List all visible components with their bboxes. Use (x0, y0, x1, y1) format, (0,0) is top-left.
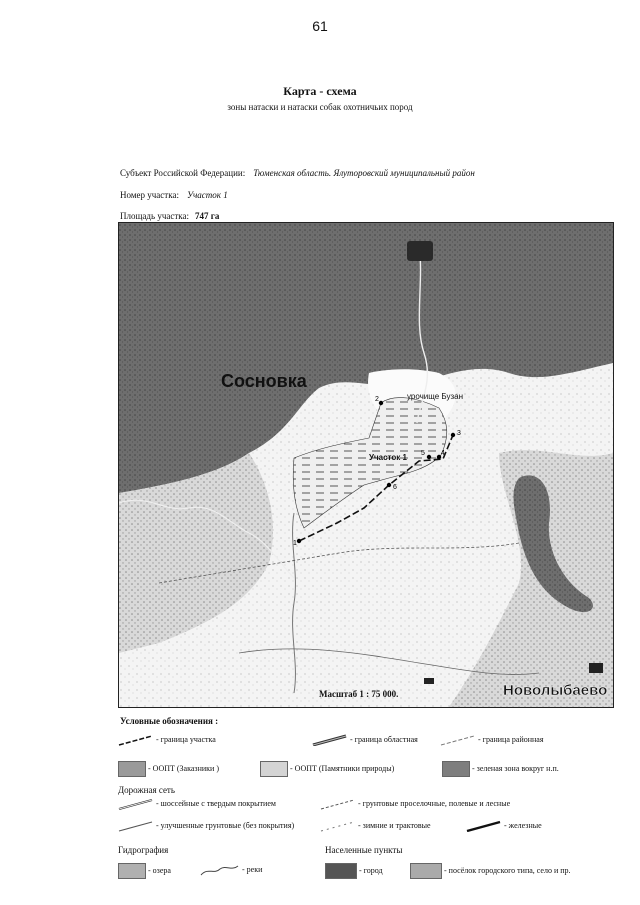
legend-swatch (118, 863, 146, 879)
legend-highways (118, 798, 276, 810)
legend-lakes (118, 863, 171, 879)
legend-text: - город (359, 865, 383, 875)
label-sosnovka: Сосновка (221, 371, 307, 391)
legend-line-icon (320, 798, 356, 810)
legend-text: - зеленая зона вокруг н.п. (472, 763, 559, 773)
point-marker (427, 455, 431, 459)
page-number: 61 (312, 18, 328, 34)
legend-line-icon (320, 820, 356, 832)
legend-line-icon (312, 734, 348, 746)
legend-line-icon (466, 820, 502, 832)
legend-text: - ООПТ (Заказники ) (148, 763, 219, 773)
legend-line-icon (440, 734, 476, 746)
legend-oopt-monument (260, 761, 394, 777)
legend-text: - граница районная (478, 734, 544, 744)
legend-heading: Условные обозначения : (120, 716, 219, 726)
label-novolybaevo: Новолыбаево (503, 682, 608, 699)
point-label: 5 (421, 450, 425, 457)
legend-text: - железные (504, 820, 542, 830)
plot-label: Номер участка: (120, 190, 179, 200)
subject-label: Субъект Российской Федерации: (120, 168, 246, 178)
point-marker (451, 433, 455, 437)
page-title: Карта - схема (283, 84, 357, 98)
legend-rivers (200, 863, 262, 877)
area-value: 747 га (195, 211, 220, 221)
legend-improved-dirt (118, 820, 294, 832)
plot-row (120, 190, 228, 200)
legend-river-icon (200, 863, 240, 877)
area-row (120, 211, 219, 221)
legend-boundary-plot (118, 734, 216, 746)
legend-village (410, 863, 571, 879)
legend-line-icon (118, 820, 154, 832)
scale-label: Масштаб 1 : 75 000. (319, 689, 399, 699)
legend-text: - реки (242, 864, 263, 874)
point-label: 2 (375, 396, 379, 403)
legend-boundary-region (312, 734, 418, 746)
point-label: 6 (393, 484, 397, 491)
point-label: 4 (441, 450, 445, 457)
legend-dirt-roads (320, 798, 510, 810)
legend-text: - посёлок городского типа, село и пр. (444, 865, 571, 875)
legend-line-icon (118, 734, 154, 746)
area-label: Площадь участка: (120, 211, 190, 221)
legend-text: - граница участка (156, 734, 216, 744)
legend-text: - озера (148, 865, 171, 875)
map-canvas (119, 223, 613, 707)
label-buzan: урочище Бузан (407, 392, 464, 401)
plot-value: Участок 1 (186, 190, 228, 200)
legend-text: - шоссейные с твердым покрытием (156, 798, 276, 808)
label-uchastok: Участок 1 (369, 453, 407, 462)
legend-city (325, 863, 383, 879)
roads-heading: Дорожная сеть (118, 785, 175, 795)
hydro-heading: Гидрография (118, 845, 169, 855)
subject-row (120, 168, 475, 178)
point-marker (379, 401, 383, 405)
legend-swatch (118, 761, 146, 777)
legend-line-icon (118, 798, 154, 810)
point-marker (297, 539, 301, 543)
legend-text: - ООПТ (Памятники природы) (290, 763, 395, 773)
legend-railways (466, 820, 542, 832)
settlements-heading: Населенные пункты (325, 845, 403, 855)
legend-text: - грунтовые проселочные, полевые и лесные (358, 798, 511, 808)
legend-oopt-reserve (118, 761, 219, 777)
legend-winter-roads (320, 820, 431, 832)
legend-swatch (325, 863, 357, 879)
settlement-block (407, 241, 433, 261)
legend-swatch (260, 761, 288, 777)
legend-text: - улучшенные грунтовые (без покрытия) (156, 820, 295, 830)
point-marker (387, 483, 391, 487)
settlement-block (589, 663, 603, 673)
legend-swatch (442, 761, 470, 777)
map-view[interactable] (118, 222, 614, 708)
point-label: 1 (293, 540, 297, 547)
legend-text: - граница областная (350, 734, 418, 744)
legend-green-zone (442, 761, 559, 777)
legend-boundary-district (440, 734, 544, 746)
legend-swatch (410, 863, 442, 879)
subject-value: Тюменская область. Ялуторовский муниципальный район (253, 168, 475, 178)
settlement-block (424, 678, 434, 684)
legend-text: - зимние и трактовые (358, 820, 431, 830)
point-label: 3 (457, 430, 461, 437)
page-subtitle: зоны натаски и натаски собак охотничьих пород (227, 102, 413, 112)
